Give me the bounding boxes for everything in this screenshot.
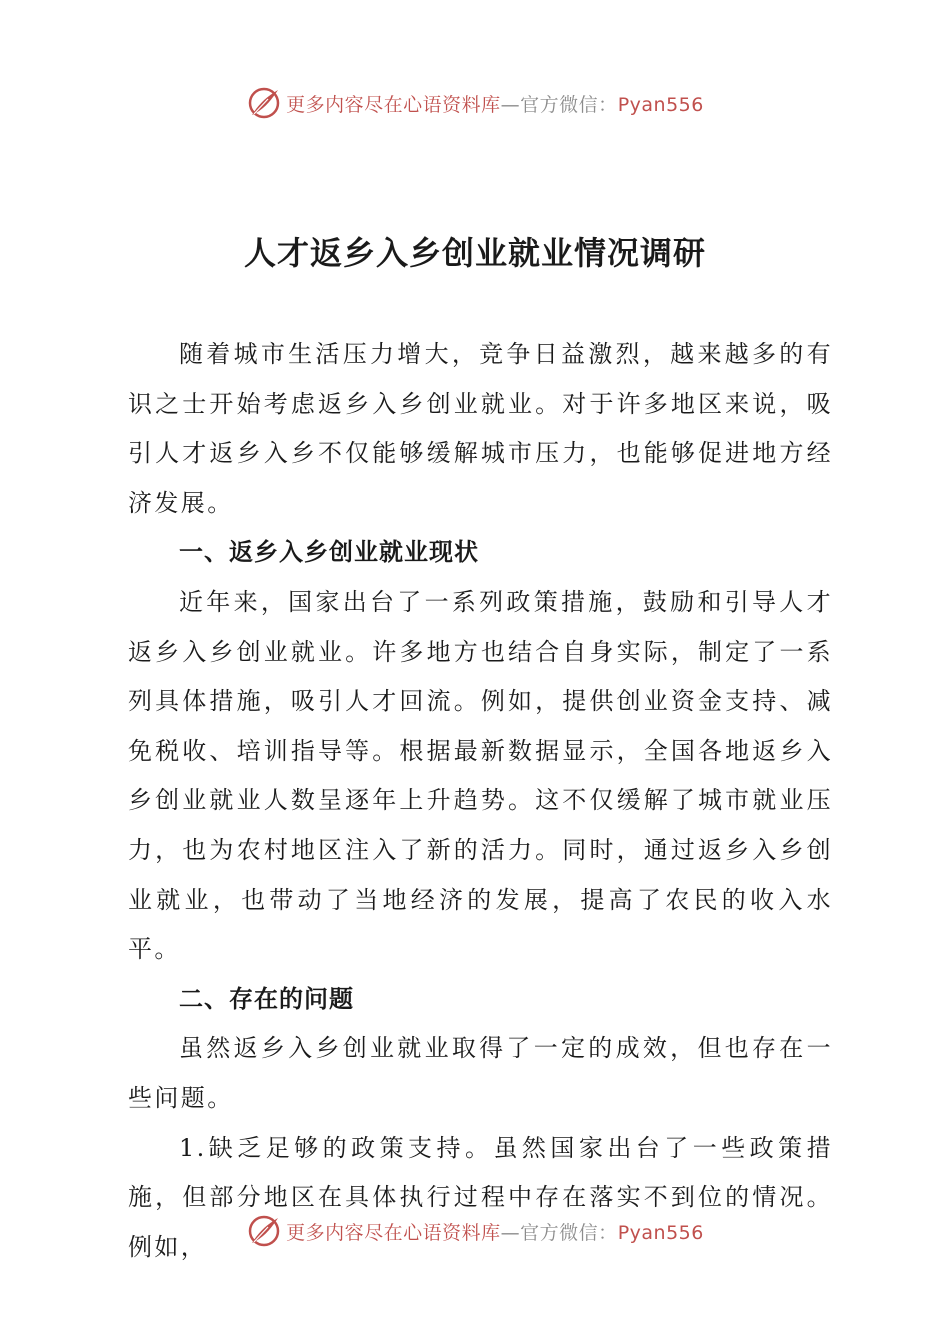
section-heading-status: 一、返乡入乡创业就业现状 [179,538,479,567]
section-heading-problems: 二、存在的问题 [179,984,354,1013]
footer-watermark [0,1211,950,1251]
quill-pen-logo-icon [246,1213,282,1249]
watermark-text-wechat-id: Pyan556 [617,93,704,116]
intro-paragraph: 随着城市生活压力增大，竞争日益激烈，越来越多的有识之士开始考虑返乡入乡创业就业。对于许多地区来说，吸引人才返乡入乡不仅能够缓解城市压力，也能够促进地方经济发展。 [128,340,833,517]
page-title: 人才返乡入乡创业就业情况调研 [243,234,706,272]
header-watermark [0,83,950,123]
watermark-text-wechat-id: Pyan556 [617,1221,704,1244]
watermark-text-main: 更多内容尽在心语资料库 [286,1221,501,1244]
watermark-text [286,1218,704,1245]
watermark-text-main: 更多内容尽在心语资料库 [286,93,501,116]
section-status-paragraph: 近年来，国家出台了一系列政策措施，鼓励和引导人才返乡入乡创业就业。许多地方也结合自身实际，制定了一系列具体措施，吸引人才回流。例如，提供创业资金支持、减免税收、培训指导等。根据最新数据显示，全国各地返乡入乡创业就业人数呈逐年上升趋势。这不仅缓解了城市就业压力，也为农村地区注入了新的活力。同时，通过返乡入乡创业就业，也带动了当地经济的发展，提高了农民的收入水平。 [128,587,833,964]
watermark-text-wechat-label: —官方微信： [500,93,618,116]
section-problems-paragraph: 虽然返乡入乡创业就业取得了一定的成效，但也存在一些问题。 [128,1034,833,1112]
quill-pen-logo-icon [246,85,282,121]
document-body [128,330,833,1272]
problem-point-1: 1.缺乏足够的政策支持。虽然国家出台了一些政策措施，但部分地区在具体执行过程中存在落实不到位的情况。例如， [128,1133,833,1261]
watermark-text-wechat-label: —官方微信： [500,1221,618,1244]
watermark-text [286,90,704,117]
